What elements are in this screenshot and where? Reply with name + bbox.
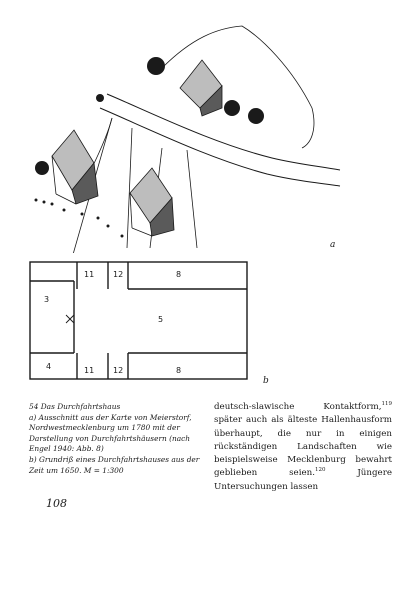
plan-walls <box>30 262 247 379</box>
hearth-mark <box>66 315 74 323</box>
footnote-ref-120[interactable]: 120 <box>314 467 326 474</box>
map-illustration <box>12 8 342 253</box>
room-5: 5 <box>158 315 164 324</box>
room-11-bottom: 11 <box>84 366 95 375</box>
room-12-bottom: 12 <box>113 366 124 375</box>
house-2 <box>130 168 174 236</box>
hedge-dots <box>35 199 124 238</box>
caption-part-a: a) Ausschnitt aus der Karte von Meierstorf, Nordwestmecklenburg um 1780 mit der Darstellung von Durchfahrtshäusern (nach Engel 1940: Abb. 8) <box>29 412 192 454</box>
house-1 <box>52 130 98 204</box>
figure-caption <box>29 402 204 476</box>
field-boundaries <box>72 26 314 253</box>
house-3 <box>180 60 222 116</box>
caption-part-b: b) Grundriß eines Durchfahrtshauses aus der Zeit um 1650. M = 1:300 <box>29 454 200 475</box>
room-8-top: 8 <box>176 270 182 279</box>
figure-label-b: b <box>263 376 269 386</box>
body-paragraph <box>214 401 392 494</box>
floor-plan <box>26 257 258 387</box>
room-12-top: 12 <box>113 270 124 279</box>
room-11-top: 11 <box>84 270 95 279</box>
body-text-3: Jüngere Untersuchungen lassen <box>214 468 392 492</box>
body-text-2: später auch als älteste Hallenhausform überhaupt, die nur in einigen rückständigen Landschaften wie beispielsweise Mecklenburg bewahrt geblieben seien. <box>214 415 392 479</box>
room-8-bottom: 8 <box>176 366 182 375</box>
caption-title: 54 Das Durchfahrtshaus <box>29 402 121 411</box>
room-3: 3 <box>44 295 50 304</box>
figure-label-a: a <box>330 240 336 250</box>
room-4: 4 <box>46 362 52 371</box>
body-text-1: deutsch-slawische Kontaktform, <box>214 402 382 412</box>
room-labels <box>44 270 181 375</box>
body-text <box>214 401 392 494</box>
footnote-ref-119[interactable]: 119 <box>381 401 392 408</box>
page-number: 108 <box>46 497 67 510</box>
